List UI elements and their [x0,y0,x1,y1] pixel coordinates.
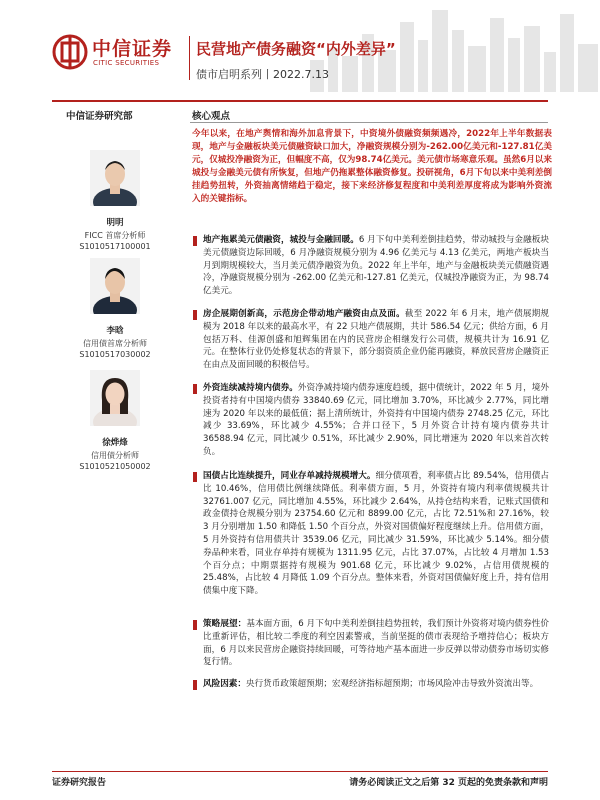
analyst-name: 李晗 [106,326,124,336]
key-point-lead: 策略展望： [203,619,247,629]
summary-paragraph: 今年以来，在地产舆情和海外加息背景下，中资境外债融资频频遇冷，2022年上半年数据表现，地产与金融板块美元债融资缺口加大，净融资规模分别为-262.00亿美元和-127.81亿美元，仅城投净融资为正，但幅度不高，仅为98.74亿美元。美元债市场寒意乐观。虽然6月以来城投与金融美元债有所恢复，但地产仍拖累整体融资修复。投研视角，6月下旬以来中美利差倒挂趋势扭转，外资抽离情绪趋于稳定，接下来经济修复程度和中美利差厚度将成为影响外资流入的关键指标。 [192,129,552,204]
logo-chinese-text: 中信证券 [92,38,173,60]
citic-logo [52,30,184,76]
footer-divider [52,771,548,772]
report-title: 民营地产债务融资“内外差异” [196,40,396,58]
analyst-name: 徐烨烽 [102,438,128,448]
footer-report-type: 证券研究报告 [52,778,107,788]
key-point-paragraph [193,678,549,691]
key-point-paragraph [193,234,549,298]
analyst-role: 信用债分析师 [91,451,139,460]
key-point-paragraph [193,470,549,598]
key-point-paragraph [193,382,549,459]
key-point-lead: 地产拖累美元债融资，城投与金融回暖。 [203,235,359,245]
analyst-license-id: S1010521050002 [79,462,151,471]
bullet-marker-icon [193,384,197,394]
analyst-role: 信用债首席分析师 [83,339,147,348]
logo-english-text: CITIC SECURITIES [93,59,160,67]
key-point-body: 央行货币政策超预期；宏观经济指标超预期；市场风险冲击导致外资流出等。 [245,679,539,689]
key-point-body: 截至 2022 年 6 月末，地产债展期规模为 2018 年以来的最高水平，有 22 只地产债展期，共计 586.54 亿元；供给方面，6 月包括万科、佳源创盛和旭辉集团在内的民营房企相继发行公司债，规模共计为 16.91 亿元。在整体行业仍处修复状态的背景下，部分弱资质企业仍能再融资，释放民营房企融资正在由点及面回暖的积极信号。 [203,309,549,371]
analyst-photo-icon [90,150,140,206]
key-point-body: 外资净减持境内债券速度趋缓，据中债统计，2022 年 5 月，境外投资者持有中国境内债券 33840.69 亿元，同比增加 3.70%，环比减少 2.77%，同比增速为 2020 年以来的最低值；据上清所统计，外资持有中国境内债券 2748.25 亿元，环比减少 33.69%，环比减少 4.55%；合并口径下，5 月外资合计持有境内债券共计 36588.94 亿元，同比减少 0.51%，环比减少 2.90%，同比增速为 2020 年以来首次转负。 [203,383,549,457]
citic-logo-mark-icon [52,34,88,70]
bullet-marker-icon [193,620,197,630]
analyst-card [52,258,178,359]
key-point-lead: 风险因素： [203,679,246,689]
key-point-body: 细分债项看，利率债占比 89.54%，信用债占比 10.46%，信用债比例继续降低。利率债方面，5 月，外资持有境内利率债规模共计 32761.007 亿元，同比增加 4.55%，环比减少 2.64%，从持仓结构来看，记账式国债和政金债持仓规模分别为 23754.60 亿元和 8899.00 亿元，占比 72.51%和 27.16%，较 3 月分别增加 1.50 和降低 1.50 个百分点，外资对国债偏好程度继续上升。信用债方面，5 月外资持有信用债共计 3539.06 亿元，同比减少 31.59%，环比减少 5.14%。细分债券品种来看，同业存单持有规模为 1311.95 亿元，占比 37.07%，占比较 4 月增加 1.53 个百分点；中期票据持有规模为 901.68 亿元，环比减少 9.02%，占信用债规模的 25.48%，占比较 4 月降低 1.09 个百分点。整体来看，外资对国债偏好度上升，持有信用债集中度下降。 [203,471,549,597]
key-point-body: 基本面方面，6 月下旬中美利差倒挂趋势扭转，我们预计外资将对境内债券性价比重新评估，相比较二季度的利空因素警戒，当前坚挺的债市表现给予增持信心；板块方面，6 月以来民营房企融资持续回暖，可等待地产基本面进一步反弹以带动债券市场切实修复行情。 [203,619,549,668]
analyst-photo-icon [90,258,140,314]
analyst-license-id: S1010517030002 [79,350,151,359]
key-point-lead: 房企展期创新高，示范房企带动地产融资由点及面。 [203,309,405,319]
analyst-role: FICC 首席分析师 [84,231,146,240]
footer-disclaimer-note: 请务必阅读正文之后第 32 页起的免责条款和声明 [349,778,548,788]
analyst-photo-icon [90,370,140,426]
header-divider [52,100,548,102]
section-title: 核心观点 [192,111,231,122]
key-point-lead: 外资连续减持境内债券。 [203,383,298,393]
analyst-card [52,150,178,251]
key-point-paragraph [193,308,549,372]
key-point-paragraph [193,618,549,669]
bullet-marker-icon [193,236,197,246]
analyst-name: 明明 [106,218,124,228]
sidebar-title: 中信证券研究部 [66,111,133,122]
section-divider [190,122,548,123]
bullet-marker-icon [193,680,197,690]
key-point-lead: 国债占比连续提升，同业存单减持规模增大。 [203,471,376,481]
report-header [0,0,600,92]
analyst-card [52,370,178,471]
analyst-license-id: S1010517100001 [79,242,151,251]
key-point-body: 6 月下旬中美利差倒挂趋势，带动城投与金融板块美元债融资边际回暖，6 月净融资规模分别为 4.96 亿美元与 4.13 亿美元，两地产板块当月到期规模较大，当月美元债净融资为负。2022 年上半年，地产与金融板块美元债融资遇冷，净融资规模分别为 -262.00 亿美元和-127.81 亿美元，仅城投净融资为正，为 98.74 亿美元。 [203,235,549,297]
bullet-marker-icon [193,472,197,482]
bullet-marker-icon [193,310,197,320]
report-subtitle: 债市启明系列丨2022.7.13 [196,68,329,81]
title-separator [189,36,190,80]
